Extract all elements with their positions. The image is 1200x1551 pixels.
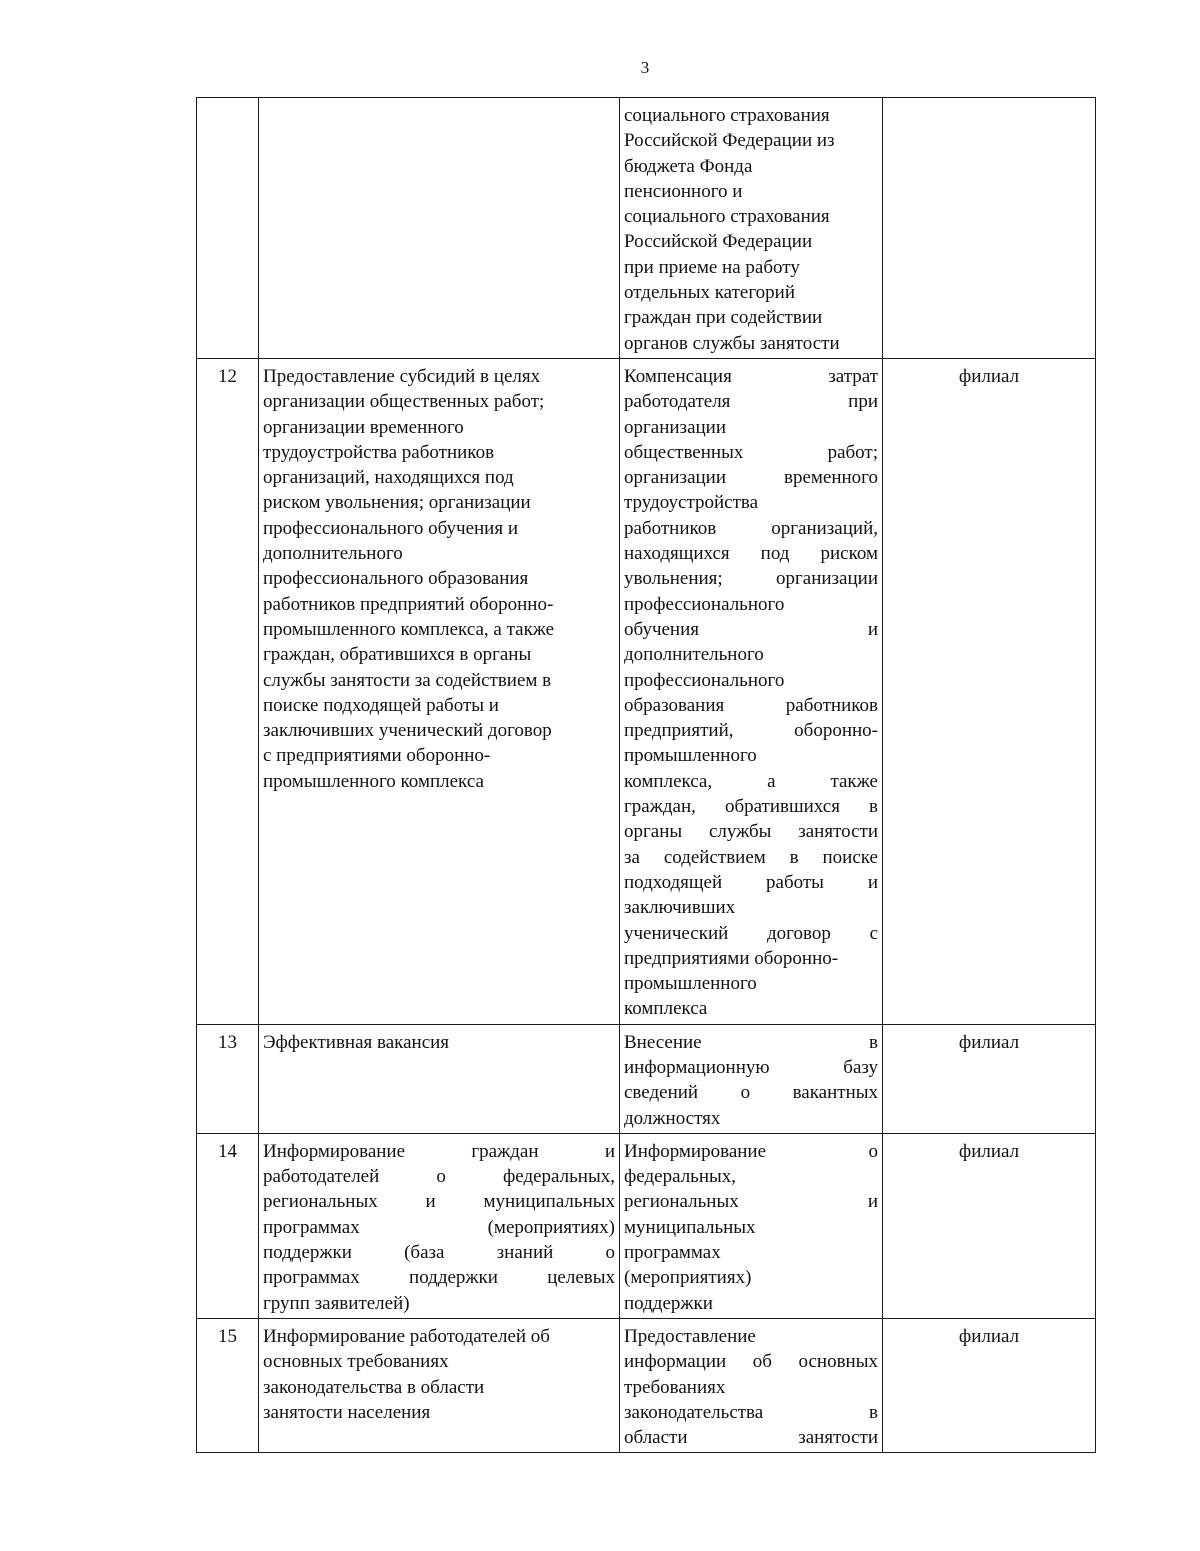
text-line: дополнительного xyxy=(263,543,403,565)
text-word: целевых xyxy=(547,1267,615,1289)
text-word: общественных xyxy=(624,441,744,463)
text-line: профессионального обучения и xyxy=(263,517,518,539)
services-table-body xyxy=(197,98,1096,1453)
text-word: граждан xyxy=(471,1140,539,1162)
text-line: поддержки xyxy=(624,1292,713,1314)
text-word: затрат xyxy=(828,365,878,387)
text-line xyxy=(263,1215,615,1240)
text-line: Российской Федерации из xyxy=(624,130,835,152)
text-line: органов службы занятости xyxy=(624,332,840,354)
service-description-cell xyxy=(620,1133,883,1318)
text-line: Информирование работодателей об xyxy=(263,1325,550,1347)
text-line: работников предприятий оборонно- xyxy=(263,593,554,615)
text-line xyxy=(624,566,878,591)
text-word: договор xyxy=(767,922,831,944)
text-line: занятости населения xyxy=(263,1401,431,1423)
text-line: пенсионного и xyxy=(624,180,743,202)
text-line xyxy=(624,465,878,490)
text-word: об xyxy=(752,1351,772,1373)
text-line: организаций, находящихся под xyxy=(263,467,514,489)
text-line: трудоустройства xyxy=(624,492,759,514)
text-line: заключивших xyxy=(624,897,736,919)
text-word: работы xyxy=(766,871,824,893)
text-word: региональных xyxy=(263,1191,378,1213)
text-word: знаний xyxy=(496,1242,554,1264)
row-number-cell: 12 xyxy=(197,358,259,1024)
text-word: организации xyxy=(624,467,727,489)
executor-cell: филиал xyxy=(883,1024,1096,1133)
text-line: промышленного xyxy=(624,973,757,995)
text-line xyxy=(624,1080,878,1105)
text-word: также xyxy=(830,770,878,792)
text-word: о xyxy=(868,1140,878,1162)
text-word: при xyxy=(848,391,878,413)
text-line xyxy=(624,819,878,844)
text-word: (база xyxy=(404,1242,445,1264)
text-word: Информирование xyxy=(624,1140,767,1162)
text-word: о xyxy=(740,1082,751,1104)
text-word: предприятий, xyxy=(624,720,734,742)
text-line: с предприятиями оборонно- xyxy=(263,745,491,767)
executor-cell: филиал xyxy=(883,1318,1096,1452)
text-word: занятости xyxy=(798,1427,878,1449)
table-row xyxy=(197,358,1096,1024)
text-line: Эффективная вакансия xyxy=(263,1031,450,1053)
text-word: органы xyxy=(624,821,683,843)
text-line: муниципальных xyxy=(624,1216,756,1238)
text-line xyxy=(624,1055,878,1080)
text-line: бюджета Фонда xyxy=(624,155,753,177)
text-line: должностях xyxy=(624,1107,721,1129)
text-line xyxy=(624,921,878,946)
text-word: региональных xyxy=(624,1191,739,1213)
text-word: обратившихся xyxy=(724,796,840,818)
text-line: поиске подходящей работы и xyxy=(263,694,499,716)
text-word: Информирование xyxy=(263,1140,406,1162)
text-word: работодателей xyxy=(263,1166,380,1188)
text-word: федеральных, xyxy=(502,1166,615,1188)
text-word: в xyxy=(869,1401,878,1423)
table-row xyxy=(197,1318,1096,1452)
text-line: промышленного xyxy=(624,745,757,767)
text-word: в xyxy=(869,1031,878,1053)
text-line: социального страхования xyxy=(624,105,830,126)
text-word: поддержки xyxy=(409,1267,498,1289)
text-line xyxy=(263,1139,615,1164)
table-row xyxy=(197,1024,1096,1133)
text-line xyxy=(624,1030,878,1055)
text-word: временного xyxy=(783,467,878,489)
text-word: информационную xyxy=(624,1056,770,1078)
text-line: дополнительного xyxy=(624,644,764,666)
text-word: и xyxy=(425,1191,436,1213)
service-description-cell xyxy=(620,1024,883,1133)
text-line: групп заявителей) xyxy=(263,1292,410,1314)
text-line: социального страхования xyxy=(624,206,830,228)
text-word: основных xyxy=(798,1351,878,1373)
text-line: программах xyxy=(624,1242,721,1264)
text-word: программах xyxy=(263,1267,360,1289)
text-word: муниципальных xyxy=(483,1191,615,1213)
text-line: при приеме на работу xyxy=(624,256,800,278)
text-word: увольнения; xyxy=(624,568,723,590)
text-word: Внесение xyxy=(624,1031,702,1053)
text-line: организации общественных работ; xyxy=(263,391,545,413)
text-word: находящихся xyxy=(624,543,730,565)
text-word: и xyxy=(604,1140,615,1162)
text-word: за xyxy=(624,846,640,868)
text-word: базу xyxy=(843,1056,878,1078)
text-line: основных требованиях xyxy=(263,1351,449,1373)
text-line xyxy=(624,1400,878,1425)
text-line: заключивших ученический договор xyxy=(263,720,552,742)
text-line: граждан при содействии xyxy=(624,307,823,329)
text-line: Предоставление субсидий в целях xyxy=(263,365,541,387)
text-line: (мероприятиях) xyxy=(624,1267,752,1289)
text-line xyxy=(624,769,878,794)
text-line: промышленного комплекса, а также xyxy=(263,618,555,640)
row-number-cell xyxy=(197,98,259,359)
text-word: вакантных xyxy=(792,1082,878,1104)
service-description-cell xyxy=(620,1318,883,1452)
text-line xyxy=(624,794,878,819)
text-word: и xyxy=(867,871,878,893)
row-number-cell: 14 xyxy=(197,1133,259,1318)
text-word: работодателя xyxy=(624,391,731,413)
text-word: образования xyxy=(624,694,725,716)
service-name-cell xyxy=(259,98,620,359)
text-line xyxy=(624,718,878,743)
executor-cell: филиал xyxy=(883,358,1096,1024)
text-word: а xyxy=(767,770,776,792)
text-line xyxy=(624,1139,878,1164)
text-line: организации xyxy=(624,416,727,438)
text-line: трудоустройства работников xyxy=(263,441,495,463)
text-line: предприятиями оборонно- xyxy=(624,947,839,969)
text-line: Предоставление xyxy=(624,1325,756,1347)
service-name-cell xyxy=(259,1133,620,1318)
text-word: о xyxy=(436,1166,446,1188)
service-description-cell xyxy=(620,358,883,1024)
text-word: информации xyxy=(624,1351,727,1373)
text-word: ученический xyxy=(624,922,729,944)
page-number: 3 xyxy=(640,58,650,77)
text-line xyxy=(624,541,878,566)
text-line xyxy=(624,617,878,642)
text-word: под xyxy=(760,543,790,565)
service-description-cell xyxy=(620,98,883,359)
text-line: комплекса xyxy=(624,998,708,1020)
text-line xyxy=(624,364,878,389)
service-name-cell xyxy=(259,1024,620,1133)
text-line: отдельных категорий xyxy=(624,282,796,304)
text-line: промышленного комплекса xyxy=(263,770,484,792)
text-word: и xyxy=(867,618,878,640)
text-word: программах xyxy=(263,1216,360,1238)
text-line xyxy=(624,440,878,465)
text-word: с xyxy=(869,922,878,944)
text-line: риском увольнения; организации xyxy=(263,492,531,514)
text-word: Компенсация xyxy=(624,365,732,387)
text-word: (мероприятиях) xyxy=(487,1216,615,1238)
text-word: организаций, xyxy=(771,517,878,539)
text-line xyxy=(263,1265,615,1290)
text-word: работ; xyxy=(827,441,878,463)
text-line xyxy=(624,870,878,895)
text-line xyxy=(624,516,878,541)
text-word: в xyxy=(789,846,799,868)
text-word: сведений xyxy=(624,1082,699,1104)
text-word: в xyxy=(869,796,878,818)
text-line xyxy=(624,1425,878,1450)
text-word: области xyxy=(624,1427,688,1449)
text-line: федеральных, xyxy=(624,1166,737,1188)
text-line xyxy=(263,1164,615,1189)
text-line: требованиях xyxy=(624,1376,726,1398)
text-line: законодательства в области xyxy=(263,1376,485,1398)
text-line: профессионального образования xyxy=(263,568,529,590)
text-word: занятости xyxy=(798,821,878,843)
text-word: подходящей xyxy=(624,871,723,893)
text-line xyxy=(624,1349,878,1374)
text-line: Российской Федерации xyxy=(624,231,813,253)
service-name-cell xyxy=(259,358,620,1024)
text-word: работников xyxy=(624,517,717,539)
text-word: комплекса, xyxy=(624,770,713,792)
text-word: законодательства xyxy=(624,1401,764,1423)
text-word: содействием xyxy=(663,846,766,868)
text-line: профессионального xyxy=(624,593,785,615)
text-word: поиске xyxy=(822,846,878,868)
text-word: организации xyxy=(775,568,878,590)
text-word: службы xyxy=(708,821,772,843)
row-number-cell: 13 xyxy=(197,1024,259,1133)
text-line: профессионального xyxy=(624,669,785,691)
text-word: оборонно- xyxy=(794,720,878,742)
text-word: и xyxy=(867,1191,878,1213)
text-line xyxy=(263,1240,615,1265)
text-word: поддержки xyxy=(263,1242,352,1264)
text-line: организации временного xyxy=(263,416,464,438)
text-word: работников xyxy=(785,694,878,716)
services-table xyxy=(196,97,1096,1453)
text-line xyxy=(263,1189,615,1214)
text-line xyxy=(624,845,878,870)
executor-cell xyxy=(883,98,1096,359)
table-row xyxy=(197,98,1096,359)
text-line xyxy=(624,389,878,414)
text-line xyxy=(624,693,878,718)
text-line xyxy=(624,1189,878,1214)
executor-cell: филиал xyxy=(883,1133,1096,1318)
text-word: граждан, xyxy=(624,796,696,818)
text-word: о xyxy=(605,1242,615,1264)
text-word: риском xyxy=(820,543,878,565)
row-number-cell: 15 xyxy=(197,1318,259,1452)
text-word: обучения xyxy=(624,618,700,640)
text-line: службы занятости за содействием в xyxy=(263,669,552,691)
service-name-cell xyxy=(259,1318,620,1452)
text-line: граждан, обратившихся в органы xyxy=(263,644,532,666)
table-row xyxy=(197,1133,1096,1318)
